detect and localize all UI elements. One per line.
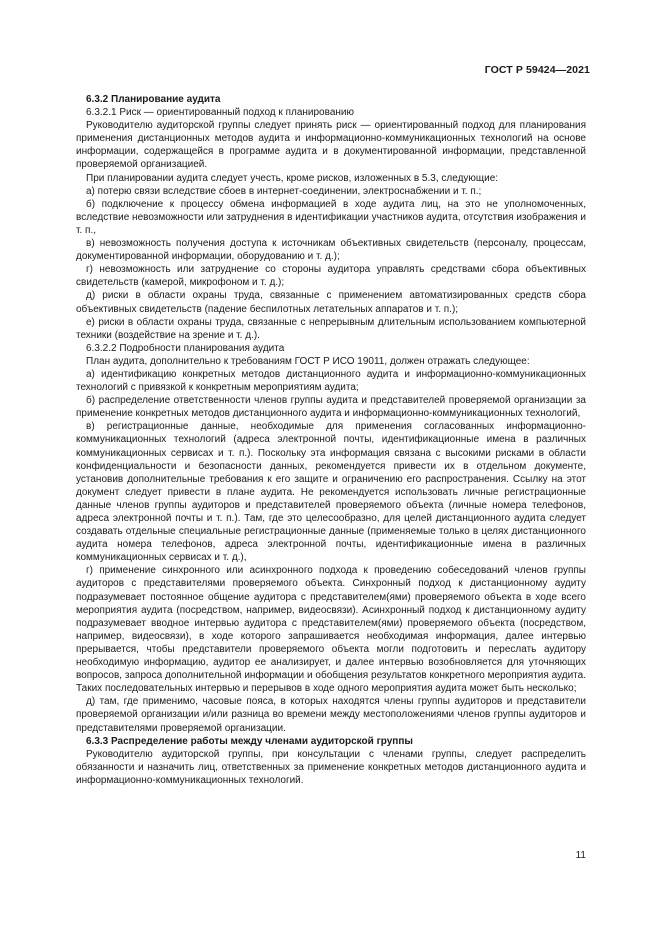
list-item-b: б) распределение ответственности членов группы аудита и представителей проверяемой организации за применение конкретных методов дистанционного аудита и информационно-коммуникационных технологий, (76, 395, 586, 420)
list-item-v: в) невозможность получения доступа к источникам объективных свидетельств (персоналу, процессам, документированной информации, оборудованию и т. д.); (76, 238, 586, 263)
section-heading-6-3-2: 6.3.2 Планирование аудита (86, 94, 221, 105)
paragraph: Руководителю аудиторской группы следует принять риск — ориентированный подход для планирования применения дистанционных методов аудита и информационно-коммуникационных технологий на основе информации, содержащейся в программе аудита и в документированной информации, представленной проверяемой организацией. (76, 120, 586, 171)
list-item-a: а) потерю связи вследствие сбоев в интернет-соединении, электроснабжении и т. п.; (86, 185, 482, 197)
paragraph: Руководителю аудиторской группы, при консультации с членами группы, следует распределить обязанности и назначить лиц, ответственных за применение конкретных методов дистанционного аудита и информационно-коммуникационных технологий. (76, 748, 586, 786)
list-item-a: а) идентификацию конкретных методов дистанционного аудита и информационно-коммуникационных технологий с привязкой к конкретным мероприятиям аудита; (76, 368, 586, 394)
document-standard-id: ГОСТ Р 59424—2021 (484, 64, 590, 76)
subsection-title-6-3-2-1: 6.3.2.1 Риск — ориентированный подход к планированию (86, 107, 354, 119)
document-body (76, 93, 586, 787)
list-item-d: д) риски в области охраны труда, связанные с применением автоматизированных средств сбора объективных свидетельств (падение беспилотных летательных аппаратов и т. п.); (76, 290, 586, 315)
section-heading-6-3-3: 6.3.3 Распределение работы между членами аудиторской группы (86, 735, 413, 747)
list-item-d: д) там, где применимо, часовые пояса, в которых находятся члены группы аудиторов и представители проверяемой организации и/или разница во времени между местоположениями членов группы аудиторов и представителями проверяемой организации. (76, 696, 586, 734)
list-item-e: е) риски в области охраны труда, связанные с непрерывным длительным использованием компьютерной техники (воздействие на зрение и т. д.). (76, 316, 586, 341)
list-item-v: в) регистрационные данные, необходимые для применения согласованных информационно-коммуникационных технологий (адреса электронной почты, идентификационные имена в различных коммуникационных сервисах и т. п.). Поскольку эта информация связана с высокими рисками в области конфиденциальности и безопасности данных, рекомендуется привести их в отдельном документе, установив дополнительные требования к его защите и ограничению его распространения. Ссылку на этот документ следует привести в плане аудита. Не рекомендуется использовать личные регистрационные данные членов группы аудиторов и представителей проверяемого объекта (личные номера телефонов, адреса электронной почты и т. п.). Там, где это целесообразно, для целей дистанционного аудита следует создавать отдельные специальные регистрационные данные (применяемые только в целях дистанционного аудита номера телефонов, адреса электронной почты, идентификационные имена в различных коммуникационных сервисах и т. д.), (76, 421, 586, 564)
list-item-g: г) применение синхронного или асинхронного подхода к проведению собеседований членов группы аудиторов с представителями проверяемого объекта. Синхронный подход к дистанционному аудиту подразумевает постоянное общение аудитора с представителем(ями) проверяемого объекта в ходе всего мероприятия аудита (посредством, например, видеосвязи). Асинхронный подход к дистанционному аудиту подразумевает вводное интервью аудитора с представителем(ями) проверяемого объекта (посредством, например, видеосвязи), в ходе которого запрашивается необходимая информация, далее интервью прерывается, чтобы представители проверяемого объекта могли подготовить и переслать аудитору необходимую информацию, аудитор ее анализирует, и далее интервью возобновляется для уточняющих вопросов, запроса дополнительной информации и обобщения результатов конкретного мероприятия аудита. Таких последовательных интервью и перерывов в ходе одного мероприятия аудита может быть несколько; (76, 565, 586, 695)
list-item-g: г) невозможность или затруднение со стороны аудитора управлять средствами сбора объективных свидетельств (камерой, микрофоном и т. д.); (76, 264, 586, 289)
paragraph: При планировании аудита следует учесть, кроме рисков, изложенных в 5.3, следующие: (86, 172, 499, 184)
page-number: 11 (575, 850, 586, 861)
subsection-title-6-3-2-2: 6.3.2.2 Подробности планирования аудита (86, 342, 285, 354)
list-item-b: б) подключение к процессу обмена информацией в ходе аудита лиц, на это не уполномоченных, вследствие невозможности или затруднения в идентификации участников аудита, отсутствия изображения и т. п., (76, 198, 586, 236)
paragraph: План аудита, дополнительно к требованиям ГОСТ Р ИСО 19011, должен отражать следующее: (86, 355, 530, 367)
